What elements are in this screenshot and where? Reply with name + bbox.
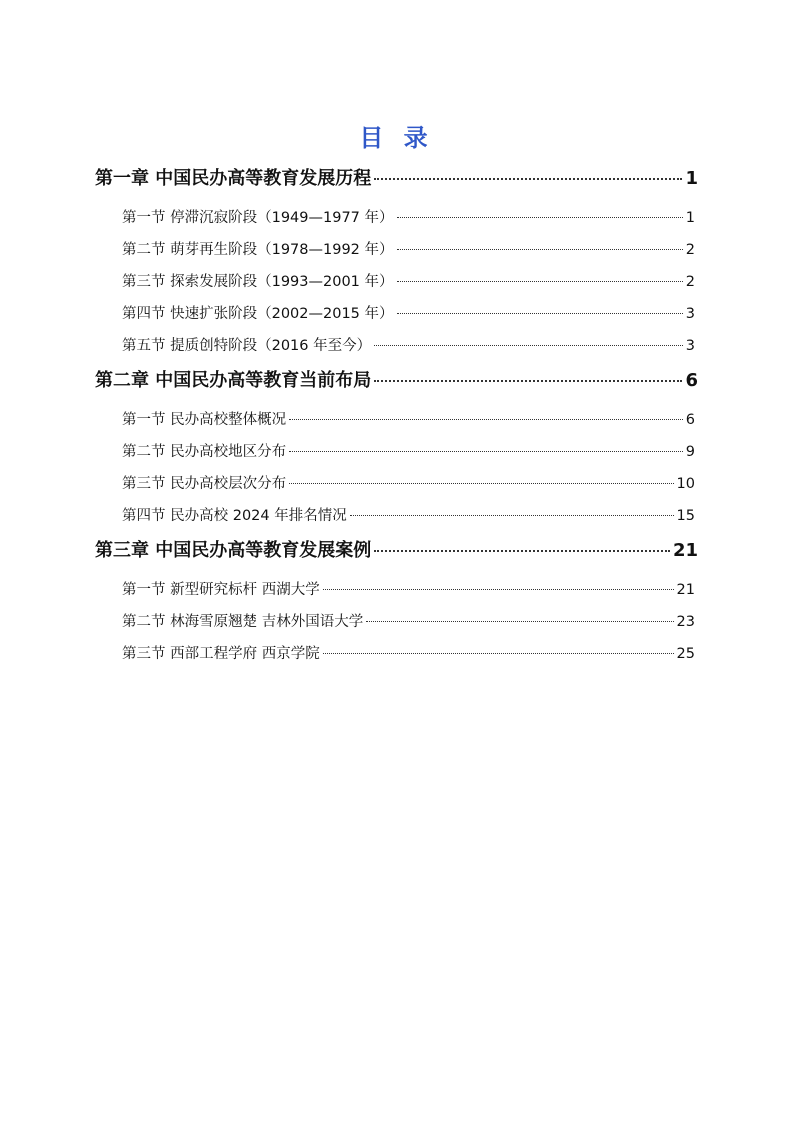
section-title: 第四节 快速扩张阶段（2002—2015 年） [122,306,394,322]
toc-chapter-2[interactable] [95,366,698,392]
page-number: 3 [685,306,695,322]
dot-leader [289,483,673,484]
page-number: 10 [676,476,695,492]
page-number: 2 [685,274,695,290]
page-number: 21 [672,540,698,561]
dot-leader [366,621,673,622]
page-number: 21 [676,582,695,598]
section-title: 第二节 林海雪原翘楚 吉林外国语大学 [122,614,364,630]
dot-leader [397,281,683,282]
toc-section-1-1[interactable] [122,206,695,227]
dot-leader [397,217,683,218]
section-title: 第一节 停滞沉寂阶段（1949—1977 年） [122,210,394,226]
section-title: 第五节 提质创特阶段（2016 年至今） [122,338,372,354]
chapter-title: 第二章 中国民办高等教育当前布局 [95,370,372,391]
section-title: 第四节 民办高校 2024 年排名情况 [122,508,347,524]
chapter-title: 第一章 中国民办高等教育发展历程 [95,168,372,189]
page-number: 6 [685,370,698,391]
toc-section-1-2[interactable] [122,238,695,259]
page-number: 3 [685,338,695,354]
toc-section-3-1[interactable] [122,578,695,599]
toc-section-1-5[interactable] [122,334,695,355]
toc-section-2-4[interactable] [122,504,695,525]
dot-leader [350,515,674,516]
toc-chapter-1[interactable] [95,164,698,190]
dot-leader [397,249,683,250]
section-title: 第三节 西部工程学府 西京学院 [122,646,320,662]
dot-leader [374,550,670,552]
section-title: 第一节 新型研究标杆 西湖大学 [122,582,320,598]
page-number: 1 [685,210,695,226]
toc-section-1-4[interactable] [122,302,695,323]
page-number: 2 [685,242,695,258]
page-number: 25 [676,646,695,662]
toc-section-1-3[interactable] [122,270,695,291]
section-title: 第二节 萌芽再生阶段（1978—1992 年） [122,242,394,258]
dot-leader [374,178,682,180]
page-number: 15 [676,508,695,524]
section-title: 第三节 探索发展阶段（1993—2001 年） [122,274,394,290]
dot-leader [289,451,683,452]
section-title: 第二节 民办高校地区分布 [122,444,287,460]
toc-chapter-3[interactable] [95,536,698,562]
toc-section-2-1[interactable] [122,408,695,429]
dot-leader [374,345,683,346]
dot-leader [374,380,682,382]
toc-title: 目 录 [359,124,434,152]
chapter-title: 第三章 中国民办高等教育发展案例 [95,540,372,561]
dot-leader [397,313,683,314]
section-title: 第三节 民办高校层次分布 [122,476,287,492]
toc-section-2-3[interactable] [122,472,695,493]
dot-leader [323,653,674,654]
toc-section-2-2[interactable] [122,440,695,461]
section-title: 第一节 民办高校整体概况 [122,412,287,428]
toc-section-3-3[interactable] [122,642,695,663]
page-number: 9 [685,444,695,460]
toc-section-3-2[interactable] [122,610,695,631]
page-number: 6 [685,412,695,428]
dot-leader [323,589,674,590]
page-number: 23 [676,614,695,630]
page-number: 1 [685,168,698,189]
dot-leader [289,419,683,420]
